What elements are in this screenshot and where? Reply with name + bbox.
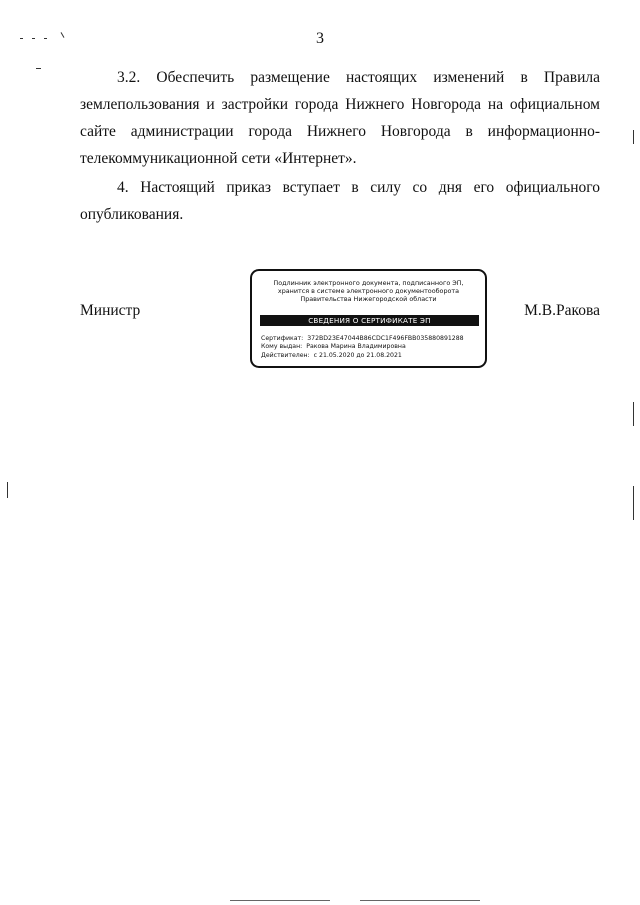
valid-value: с 21.05.2020 до 21.08.2021 [313,351,402,359]
scan-bottom-line [230,900,330,901]
stamp-details [261,335,464,360]
signer-name: М.В.Ракова [524,302,600,319]
valid-label: Действителен: [261,351,310,359]
stamp-issued-to-row [261,343,464,351]
scan-edge-line [7,482,8,498]
stamp-validity-row [261,352,464,360]
scan-edge-line [633,402,634,426]
stamp-note-line: Правительства Нижегородской области [300,295,437,304]
stamp-note-line: хранится в системе электронного документооборота [277,287,460,296]
paragraph-4: 4. Настоящий приказ вступает в силу со дня его официального опубликования. [80,179,600,223]
paragraph-3-2: 3.2. Обеспечить размещение настоящих изменений в Правила землепользования и застройки города Нижнего Новгорода на официальном сайте администрации города Нижнего Новгорода в информационно-телекоммуникационной сети «Интернет». [80,69,600,167]
document-body [80,64,600,230]
issued-to-label: Кому выдан: [261,343,303,351]
scan-mark [36,68,41,69]
scan-mark [44,38,47,39]
electronic-signature-stamp [250,269,487,368]
issued-to-value: Ракова Марина Владимировна [306,343,406,351]
stamp-note-line: Подлинник электронного документа, подписанного ЭП, [273,279,464,287]
certificate-label: Сертификат: [261,335,304,342]
signer-title: Министр [80,302,141,319]
page-number: 3 [316,30,324,47]
scan-mark [20,38,23,39]
scan-mark [32,38,35,39]
stamp-header: СВЕДЕНИЯ О СЕРТИФИКАТЕ ЭП [260,315,479,326]
scan-bottom-line [360,900,480,901]
stamp-note [252,279,485,304]
stamp-certificate-row [261,335,464,343]
scan-edge-line [633,486,634,520]
certificate-value: 372BD23E47044B86CDC1F496FBB035880891288 [307,335,464,342]
scan-edge-line [633,130,634,144]
